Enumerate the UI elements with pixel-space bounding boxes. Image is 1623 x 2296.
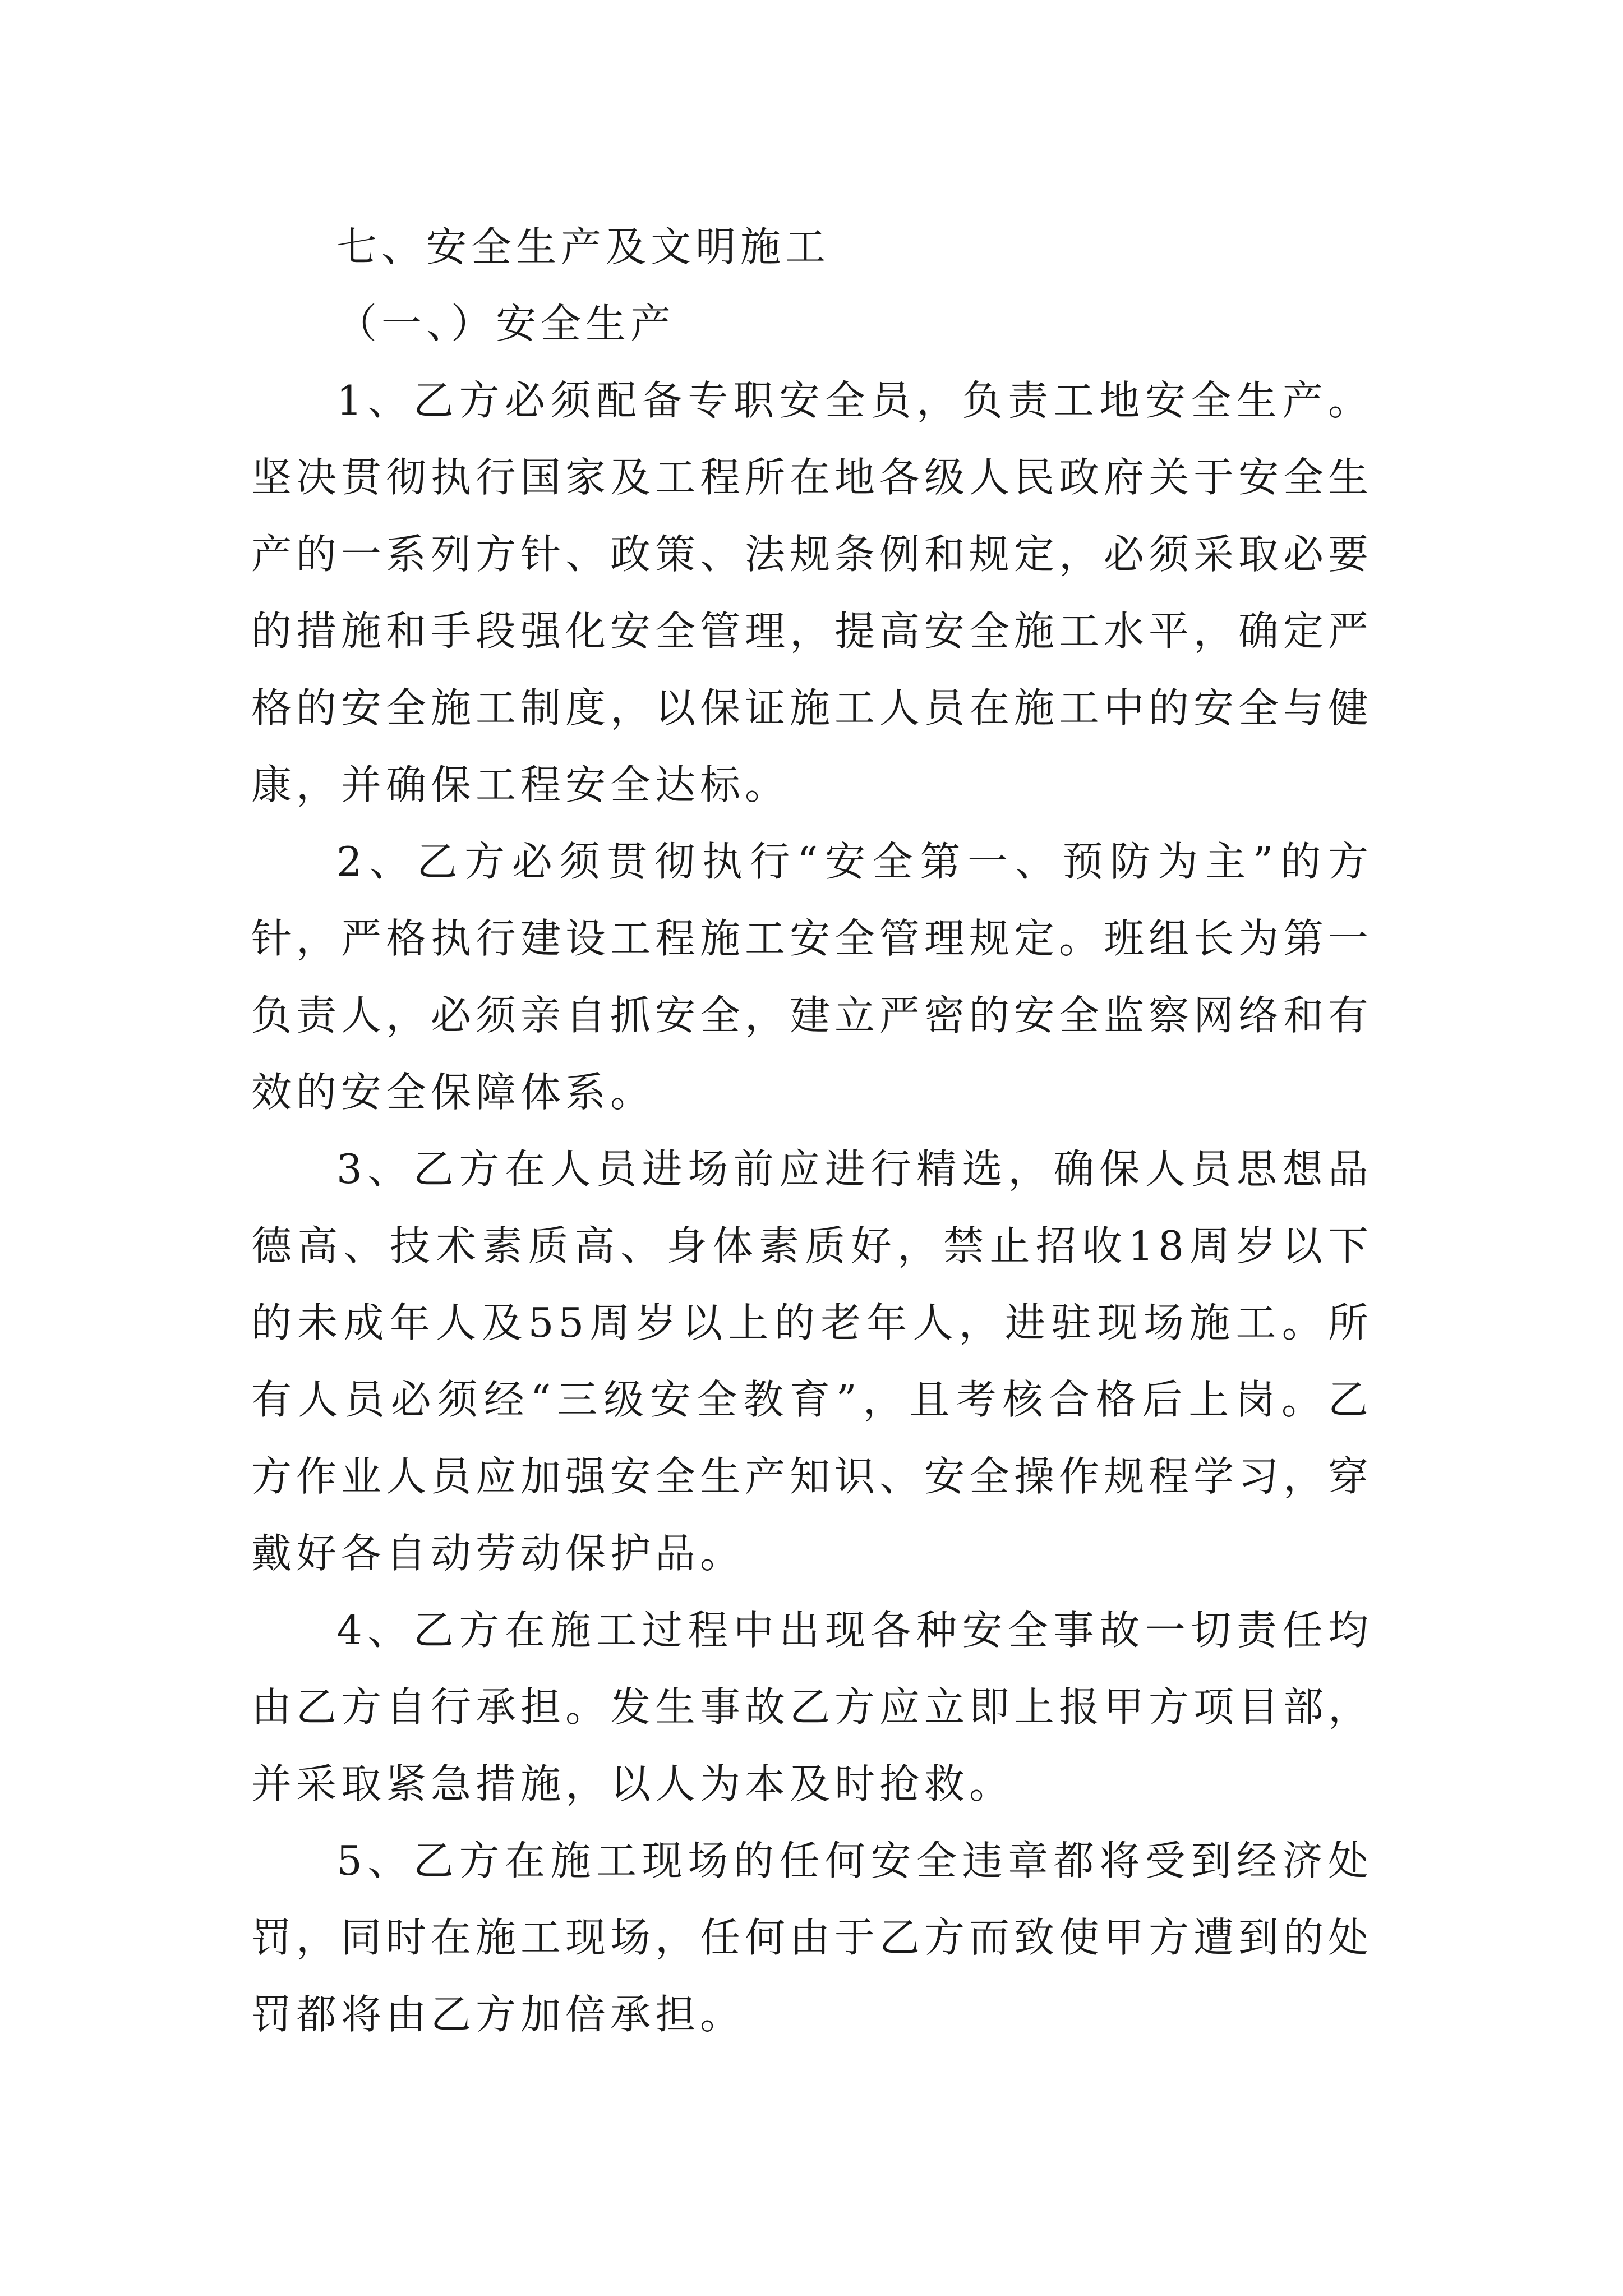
paragraph-4: 4、乙方在施工过程中出现各种安全事故一切责任均由乙方自行承担。发生事故乙方应立即上报甲方项目部，并采取紧急措施，以人为本及时抢救。 — [251, 1607, 1373, 1807]
paragraph-1: 1、乙方必须配备专职安全员，负责工地安全生产。坚决贯彻执行国家及工程所在地各级人民政府关于安全生产的一系列方针、政策、法规条例和规定，必须采取必要的措施和手段强化安全管理，提高安全施工水平，确定严格的安全施工制度，以保证施工人员在施工中的安全与健康，并确保工程安全达标。 — [251, 377, 1373, 808]
document-page — [251, 209, 1373, 2053]
section-title: 七、安全生产及文明施工 — [336, 223, 831, 270]
paragraph-2: 2、乙方必须贯彻执行“安全第一、预防为主”的方针，严格执行建设工程施工安全管理规定。班组长为第一负责人，必须亲自抓安全，建立严密的安全监察网络和有效的安全保障体系。 — [251, 838, 1373, 1116]
paragraph-5: 5、乙方在施工现场的任何安全违章都将受到经济处罚，同时在施工现场，任何由于乙方而致使甲方遭到的处罚都将由乙方加倍承担。 — [251, 1837, 1373, 2038]
paragraph-3: 3、乙方在人员进场前应进行精选，确保人员思想品德高、技术素质高、身体素质好，禁止招收18周岁以下的未成年人及55周岁以上的老年人，进驻现场施工。所有人员必须经“三级安全教育”，且考核合格后上岗。乙方作业人员应加强安全生产知识、安全操作规程学习，穿戴好各自动劳动保护品。 — [251, 1145, 1373, 1577]
subsection-title: （一、）安全生产 — [336, 300, 676, 347]
